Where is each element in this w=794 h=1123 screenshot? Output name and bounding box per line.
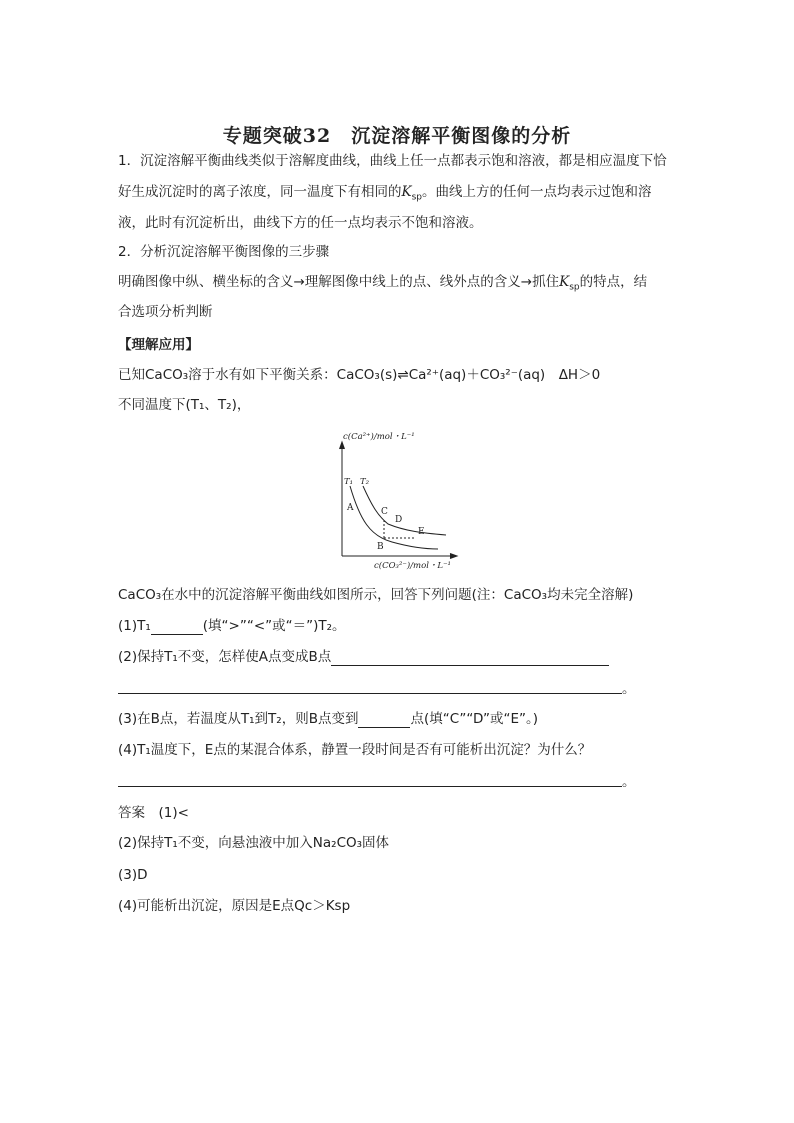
solubility-equilibrium-figure [330,428,462,570]
point-d: D [395,515,403,525]
application-heading: 【理解应用】 [118,337,199,353]
point-a: A [347,503,354,513]
question-4: (4)T₁温度下，E点的某混合体系，静置一段时间是否有可能析出沉淀？为什么？ [118,742,592,758]
intro-line-6: 合选项分析判断 [118,304,213,320]
answer-blank-3[interactable] [358,713,410,728]
answer-1: 答案 (1)< [118,805,189,821]
intro-line-2-start: 好生成沉淀时的离子浓度，同一温度下有相同的 [118,184,402,200]
ksp-subscript-2: sp [569,282,580,293]
question-1-end: (填“>”“<”或“＝”)T₂。 [202,618,346,634]
answer-blank-1[interactable] [151,620,203,635]
temperatures-line: 不同温度下(T₁、T₂)， [118,397,251,413]
page-title: 专题突破32 沉淀溶解平衡图像的分析 [222,125,572,147]
question-4-period: 。 [622,774,636,790]
question-3-start: (3)在B点，若温度从T₁到T₂，则B点变到 [118,711,359,727]
intro-line-2 [118,183,652,207]
answer-2: (2)保持T₁不变，向悬浊液中加入Na₂CO₃固体 [118,835,390,851]
intro-line-4: 2．分析沉淀溶解平衡图像的三步骤 [118,244,330,260]
ksp-symbol-2: K [559,274,570,290]
intro-line-1: 1．沉淀溶解平衡曲线类似于溶解度曲线，曲线上任一点都表示饱和溶液，都是相应温度下恰 [118,153,667,169]
curve-t2 [363,486,446,535]
y-axis-label: c(Ca²⁺)/mol・L⁻¹ [343,432,415,442]
ksp-subscript: sp [411,192,422,203]
y-axis-arrow [340,442,345,449]
point-e: E [418,527,425,537]
answer-blank-2a[interactable] [331,651,609,666]
question-2 [118,648,609,666]
ksp-symbol: K [401,184,412,200]
answer-3: (3)D [118,867,148,883]
curve-label-t1: T₁ [344,477,354,487]
intro-line-5-end: 的特点，结 [579,274,648,290]
intro-line-5 [118,273,647,297]
point-c: C [381,507,388,517]
question-2-text: (2)保持T₁不变，怎样使A点变成B点 [118,649,332,665]
curve-t1 [350,486,438,549]
intro-line-2-end: 。曲线上方的任何一点均表示过饱和溶 [422,184,652,200]
point-b: B [377,542,384,552]
question-1-start: (1)T₁ [118,618,151,634]
curve-label-t2: T₂ [360,477,370,487]
question-3 [118,710,538,728]
intro-line-3: 液，此时有沉淀析出，曲线下方的任一点均表示不饱和溶液。 [118,215,483,231]
question-3-end: 点(填“C”“D”或“E”。) [410,711,539,727]
question-2-period: 。 [622,681,636,697]
answer-blank-4[interactable] [118,786,622,787]
figure-description: CaCO₃在水中的沉淀溶解平衡曲线如图所示，回答下列问题(注：CaCO₃均未完全溶解) [118,587,634,603]
x-axis-arrow [450,554,457,559]
answer-blank-2b[interactable] [118,693,622,694]
question-1 [118,617,346,635]
intro-line-5-start: 明确图像中纵、横坐标的含义→理解图像中线上的点、线外点的含义→抓住 [118,274,560,290]
equilibrium-equation: 已知CaCO₃溶于水有如下平衡关系：CaCO₃(s)⇌Ca²⁺(aq)＋CO₃²⁻(aq) ΔH＞0 [118,367,601,383]
answer-4: (4)可能析出沉淀，原因是E点Qc＞Ksp [118,898,351,914]
x-axis-label: c(CO₃²⁻)/mol・L⁻¹ [374,561,451,570]
